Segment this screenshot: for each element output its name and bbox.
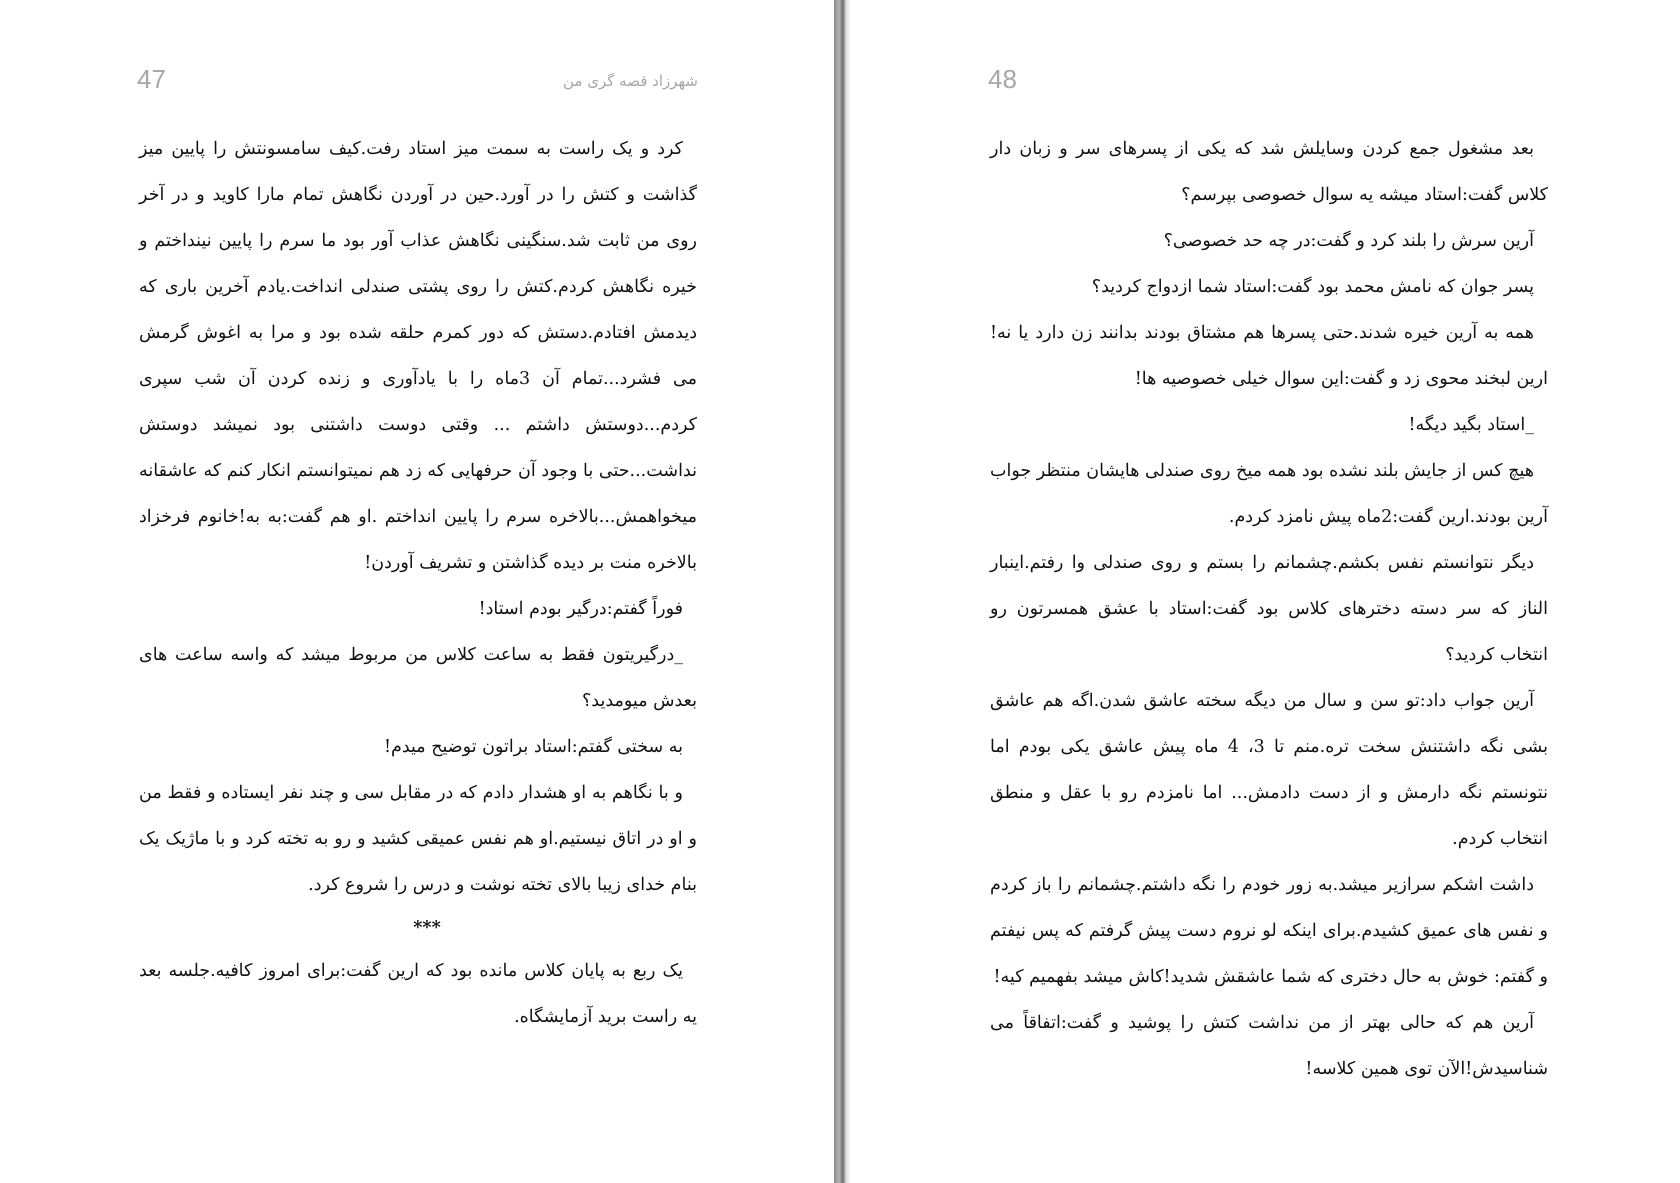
paragraph: به سختی گفتم:استاد براتون توضیح میدم! <box>383 737 683 757</box>
paragraph: _استاد بگید دیگه! <box>1408 415 1534 435</box>
book-spine <box>834 0 850 1183</box>
paragraph: آرین جواب داد:تو سن و سال من دیگه سخته عاشق شدن.اگه هم عاشق بشی نگه داشتنش سخت تره.منم تا 3، 4 ماه پیش عاشق یکی بودم اما نتونستم نگه دارمش و از دست دادمش... اما نامزدم رو با عقل و منطق انتخاب کردم. <box>990 691 1548 849</box>
left-page <box>0 0 834 1183</box>
page-number-right: 48 <box>988 64 1017 94</box>
paragraph: هیچ کس از جایش بلند نشده بود همه میخ روی صندلی هایشان منتظر جواب آرین بودند.ارین گفت:2ماه پیش نامزد کردم. <box>990 461 1548 527</box>
paragraph: آرین هم که حالی بهتر از من نداشت کتش را پوشید و گفت:اتفاقاً می شناسیدش!الآن توی همین کلاسه! <box>990 1013 1548 1079</box>
page-number-left: 47 <box>137 64 166 94</box>
paragraph: دیگر نتوانستم نفس بکشم.چشمانم را بستم و روی صندلی وا رفتم.اینبار الناز که سر دسته دخترهای کلاس بود گفت:استاد با عشق همسرتون رو انتخاب کردید؟ <box>990 553 1548 665</box>
paragraph: داشت اشکم سرازیر میشد.به زور خودم را نگه داشتم.چشمانم را باز کردم و نفس های عمیق کشیدم.برای اینکه لو نروم دست پیش گرفتم که پس نیفتم و گفتم: خوش به حال دختری که شما عاشقش شدید!کاش میشد بفهمیم کیه! <box>990 875 1548 987</box>
running-head: شهرزاد قصه گری من <box>563 72 698 90</box>
right-page-text <box>990 126 1548 1092</box>
paragraph: فوراً گفتم:درگیر بودم استاد! <box>478 599 683 619</box>
paragraph: کرد و یک راست به سمت میز استاد رفت.کیف سامسونتش را پایین میز گذاشت و کتش را در آورد.حین در آوردن نگاهش تمام مارا کاوید و در آخر روی من ثابت شد.سنگینی نگاهش عذاب آور بود ما سرم را پایین نینداختم و خیره نگاهش کردم.کتش را روی پشتی صندلی انداخت.یادم آخرین باری که دیدمش افتادم.دستش که دور کمرم حلقه شده بود و مرا به اغوش گرمش می فشرد...تمام آن 3ماه را با یادآوری و زنده کردن آن شب سپری کردم...دوستش داشتم ... وقتی دوست داشتنی بود نمیشد دوستش نداشت...حتی با وجود آن حرفهایی که زد هم نمیتوانستم انکار کنم که عاشقانه میخواهمش...بالاخره سرم را پایین انداختم .او هم گفت:به به!خانوم فرخزاد بالاخره منت بر دیده گذاشتن و تشریف آوردن! <box>139 139 697 573</box>
paragraph: و با نگاهم به او هشدار دادم که در مقابل سی و چند نفر ایستاده و فقط من و او در اتاق نیستیم.او هم نفس عمیقی کشید و رو به تخته کرد و با ماژیک یک بنام خدای زیبا بالای تخته نوشت و درس را شروع کرد. <box>139 783 697 895</box>
paragraph: پسر جوان که نامش محمد بود گفت:استاد شما ازدواج کردید؟ <box>1091 277 1534 297</box>
paragraph: همه به آرین خیره شدند.حتی پسرها هم مشتاق بودند بدانند زن دارد یا نه!ارین لبخند محوی زد و گفت:این سوال خیلی خصوصیه ها! <box>990 323 1548 389</box>
paragraph: _درگیریتون فقط به ساعت کلاس من مربوط میشد که واسه ساعت های بعدش میومدید؟ <box>139 645 697 711</box>
scene-separator: *** <box>413 918 441 938</box>
right-page <box>850 0 1680 1183</box>
paragraph: آرین سرش را بلند کرد و گفت:در چه حد خصوصی؟ <box>1163 231 1534 251</box>
left-page-text <box>139 126 697 1040</box>
paragraph: یک ربع به پایان کلاس مانده بود که ارین گفت:برای امروز کافیه.جلسه بعد یه راست برید آزمایشگاه. <box>139 961 697 1027</box>
paragraph: بعد مشغول جمع کردن وسایلش شد که یکی از پسرهای سر و زبان دار کلاس گفت:استاد میشه یه سوال خصوصی بپرسم؟ <box>990 139 1548 205</box>
